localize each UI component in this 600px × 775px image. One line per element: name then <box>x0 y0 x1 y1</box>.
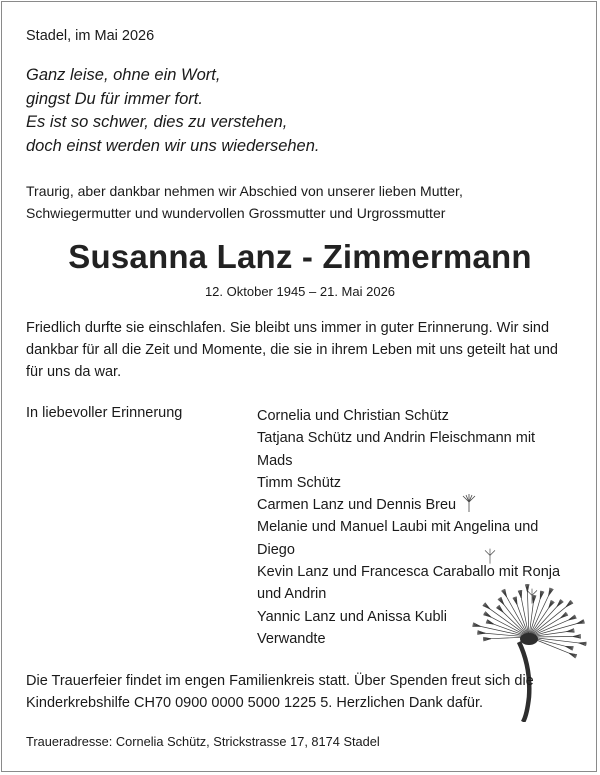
ceremony-line: Die Trauerfeier findet im engen Familienkreis statt. Über Spenden freut sich die <box>26 673 534 689</box>
mourner-line: Mads <box>257 452 293 469</box>
mourner-line: Kevin Lanz und Francesca Caraballo mit Ronja <box>257 564 561 581</box>
place-date: Stadel, im Mai 2026 <box>26 28 155 44</box>
mourner-line: Cornelia und Christian Schütz <box>257 408 449 424</box>
mourner-line: Melanie und Manuel Laubi mit Angelina und <box>257 519 539 536</box>
poem-line: Ganz leise, ohne ein Wort, <box>26 66 221 84</box>
mourner-line: Yannic Lanz und Anissa Kubli <box>257 608 447 625</box>
seed-icon <box>457 492 481 516</box>
farewell-message <box>26 317 586 383</box>
message-line: dankbar für all die Zeit und Momente, die sie in ihrem Leben mit uns geteilt hat und <box>26 342 558 358</box>
mourner-line: Timm Schütz <box>257 474 342 491</box>
life-dates: 12. Oktober 1945 – 21. Mai 2026 <box>204 284 396 299</box>
obituary-notice <box>1 1 597 772</box>
intro-line: Schwiegermutter und wundervollen Grossmutter und Urgrossmutter <box>26 205 446 221</box>
mourner-line: Verwandte <box>257 630 326 647</box>
message-line: Friedlich durfte sie einschlafen. Sie bleibt uns immer in guter Erinnerung. Wir sind <box>26 320 550 336</box>
deceased-name: Susanna Lanz - Zimmermann <box>68 238 532 275</box>
mourner-line: Carmen Lanz und Dennis Breu <box>257 497 457 514</box>
mourner-line: und Andrin <box>257 586 327 603</box>
mourning-address: Traueradresse: Cornelia Schütz, Strickstrasse 17, 8174 Stadel <box>26 734 380 749</box>
poem <box>26 64 320 158</box>
memory-label: In liebevoller Erinnerung <box>26 405 183 421</box>
poem-line: gingst Du für immer fort. <box>26 89 203 108</box>
mourner-line: Tatjana Schütz und Andrin Fleischmann mit <box>257 430 536 447</box>
intro-line: Traurig, aber dankbar nehmen wir Abschied von unserer lieben Mutter, <box>26 183 463 199</box>
intro-text <box>26 180 463 224</box>
poem-line: Es ist so schwer, dies zu verstehen, <box>26 113 288 131</box>
poem-line: doch einst werden wir uns wiedersehen. <box>26 136 320 155</box>
ceremony-line: Kinderkrebshilfe CH70 0900 0000 5000 1225 5. Herzlichen Dank dafür. <box>26 695 484 711</box>
message-line: für uns da war. <box>26 364 122 380</box>
mourner-line: Diego <box>257 541 295 558</box>
ceremony-info <box>26 670 534 714</box>
